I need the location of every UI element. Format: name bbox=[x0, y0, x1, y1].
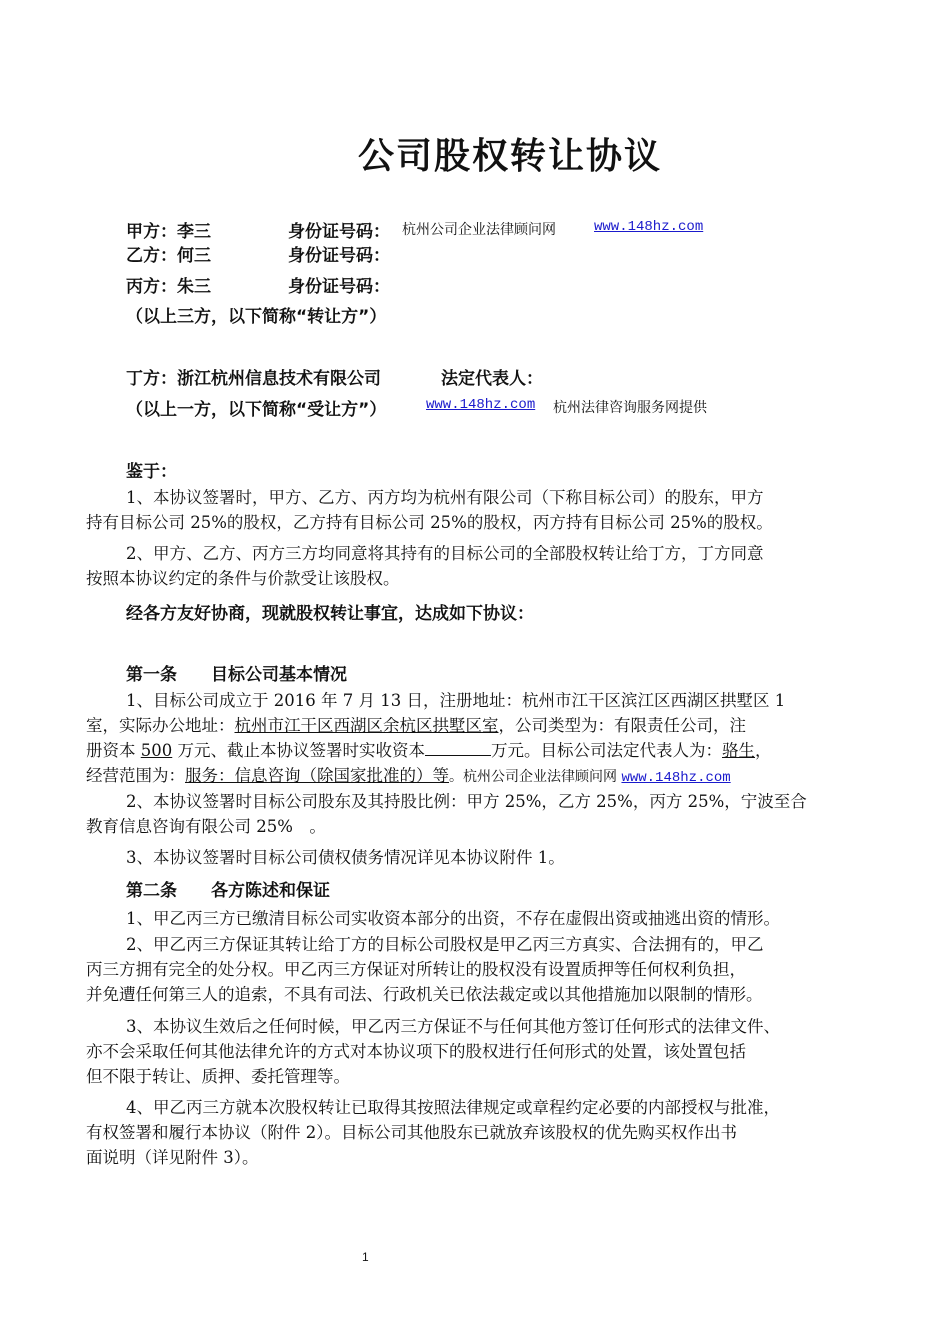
article-2-p4-line-3: 面说明（详见附件 3）。 bbox=[86, 1148, 259, 1167]
business-scope: 服务：信息咨询（除国家批准的）等 bbox=[185, 766, 449, 785]
article-2-p2-line-1: 2、甲乙丙三方保证其转让给丁方的目标公司股权是甲乙丙三方真实、合法拥有的，甲乙 bbox=[126, 935, 764, 954]
party-a-id-label: 身份证号码： bbox=[288, 222, 390, 242]
agreement-intro: 经各方友好协商，现就股权转让事宜，达成如下协议： bbox=[126, 604, 534, 624]
article-2-p3-line-2: 亦不会采取任何其他法律允许的方式对本协议项下的股权进行任何形式的处置，该处置包括 bbox=[86, 1042, 746, 1061]
transferee-note: （以上一方，以下简称“受让方”） bbox=[126, 400, 387, 420]
party-a-note: 杭州公司企业法律顾问网 bbox=[402, 222, 556, 238]
page-number: 1 bbox=[362, 1250, 369, 1264]
office-address: 杭州市江干区西湖区余杭区拱墅区室 bbox=[234, 716, 499, 735]
party-c-id-label: 身份证号码： bbox=[288, 277, 390, 297]
article-2-p3-line-3: 但不限于转让、质押、委托管理等。 bbox=[86, 1067, 350, 1086]
article-1-p2-line-1: 2、本协议签署时目标公司股东及其持股比例：甲方 25%，乙方 25%，丙方 25%，宁波至合 bbox=[126, 792, 807, 811]
article-1-p3: 3、本协议签署时目标公司债权债务情况详见本协议附件 1。 bbox=[126, 848, 565, 867]
paid-in-capital-blank bbox=[425, 741, 491, 756]
article-2-p2-line-2: 丙三方拥有完全的处分权。甲乙丙三方保证对所转让的股权没有设置质押等任何权利负担， bbox=[86, 960, 746, 979]
article-2-p4-line-1: 4、甲乙丙三方就本次股权转让已取得其按照法律规定或章程约定必要的内部授权与批准， bbox=[126, 1098, 780, 1117]
text-segment: 经营范围为： bbox=[86, 766, 185, 785]
website-link[interactable]: www.148hz.com bbox=[426, 397, 536, 413]
transferor-note: （以上三方，以下简称“转让方”） bbox=[126, 307, 387, 327]
text-segment: 室，实际办公地址： bbox=[86, 716, 235, 735]
article-1-p1-line-4 bbox=[86, 763, 731, 791]
website-link[interactable]: www.148hz.com bbox=[594, 219, 704, 235]
registered-capital: 500 bbox=[140, 741, 173, 760]
text-segment: ，公司类型为：有限责任公司，注 bbox=[498, 716, 746, 735]
party-d: 丁方：浙江杭州信息技术有限公司 bbox=[126, 369, 381, 389]
text-segment: 万元、截止本协议签署时实收资本 bbox=[172, 741, 425, 760]
article-1-p1-line-1: 1、目标公司成立于 2016 年 7 月 13 日，注册地址：杭州市江干区滨江区西湖区拱墅区 1 bbox=[126, 691, 786, 710]
article-1-heading: 第一条 目标公司基本情况 bbox=[126, 665, 347, 685]
party-b: 乙方：何三 bbox=[126, 246, 211, 266]
whereas-2-line-2: 按照本协议约定的条件与价款受让该股权。 bbox=[86, 569, 400, 588]
article-2-heading: 第二条 各方陈述和保证 bbox=[126, 881, 330, 901]
whereas-2-line-1: 2、甲方、乙方、丙方三方均同意将其持有的目标公司的全部股权转让给丁方，丁方同意 bbox=[126, 544, 764, 563]
whereas-1-line-1: 1、本协议签署时，甲方、乙方、丙方均为杭州有限公司（下称目标公司）的股东，甲方 bbox=[126, 488, 764, 507]
website-link[interactable]: www.148hz.com bbox=[621, 770, 731, 786]
article-1-p2-line-2: 教育信息咨询有限公司 25% 。 bbox=[86, 817, 326, 836]
text-segment: 万元。目标公司法定代表人为： bbox=[491, 741, 722, 760]
article-2-p2-line-3: 并免遭任何第三人的追索，不具有司法、行政机关已依法裁定或以其他措施加以限制的情形。 bbox=[86, 985, 763, 1004]
text-segment: 册资本 bbox=[86, 741, 141, 760]
article-2-p4-line-2: 有权签署和履行本协议（附件 2）。目标公司其他股东已就放弃该股权的优先购买权作出书 bbox=[86, 1123, 737, 1142]
document-title: 公司股权转让协议 bbox=[357, 136, 662, 177]
party-b-id-label: 身份证号码： bbox=[288, 246, 390, 266]
text-segment: 。杭州公司企业法律顾问网 bbox=[449, 769, 622, 785]
party-c: 丙方：朱三 bbox=[126, 277, 211, 297]
party-a: 甲方：李三 bbox=[126, 222, 211, 242]
legal-representative: 骆生 bbox=[722, 741, 755, 760]
article-2-p3-line-1: 3、本协议生效后之任何时候，甲乙丙三方保证不与任何其他方签订任何形式的法律文件、 bbox=[126, 1017, 780, 1036]
party-d-rep-label: 法定代表人： bbox=[441, 369, 543, 389]
whereas-heading: 鉴于： bbox=[126, 462, 177, 482]
whereas-1-line-2: 持有目标公司 25%的股权，乙方持有目标公司 25%的股权，丙方持有目标公司 25%的股权。 bbox=[86, 513, 773, 532]
text-segment: ， bbox=[755, 741, 772, 760]
transferee-suffix: 杭州法律咨询服务网提供 bbox=[553, 400, 707, 416]
article-2-p1: 1、甲乙丙三方已缴清目标公司实收资本部分的出资，不存在虚假出资或抽逃出资的情形。 bbox=[126, 909, 780, 928]
article-1-p1-line-3 bbox=[86, 738, 772, 764]
article-1-p1-line-2 bbox=[86, 713, 746, 739]
